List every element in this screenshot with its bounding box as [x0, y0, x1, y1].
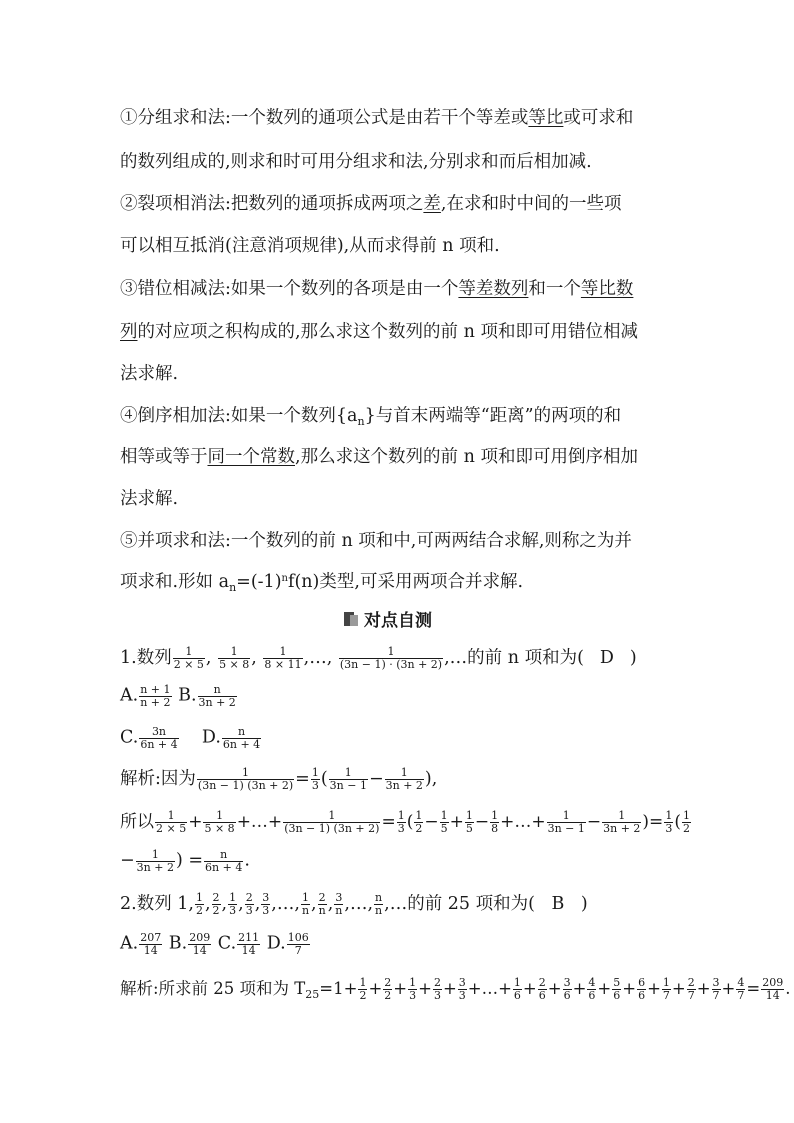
text: 相等或等于 [120, 447, 208, 467]
option-b: $\frac{209}{14}$ [189, 931, 211, 957]
fraction: $\frac{1}{3}$ [397, 809, 405, 835]
text: ③错位相减法:如果一个数列的各项是由一个 [120, 279, 459, 299]
text: ,那么求这个数列的前 n 项和即可用倒序相加 [295, 447, 638, 467]
method-4-line-2 [120, 443, 638, 468]
fraction: $\frac{1}{2 \times 5}$ [156, 809, 187, 835]
method-3-line-1 [120, 275, 633, 300]
fraction: $\frac{1}{5}$ [440, 809, 448, 835]
fraction: $\frac{1}{3}$ [665, 809, 673, 835]
text: 的对应项之积构成的,那么求这个数列的前 n 项和即可用错位相减 [137, 322, 638, 342]
fraction: $\frac{1}{3n + 2}$ [603, 809, 641, 835]
fraction: $\frac{1}{3n + 2}$ [385, 766, 423, 792]
fraction: $\frac{1}{3}$ [409, 976, 417, 1002]
q1-solution-3: − $\frac{1}{3n + 2}$ ) = $\frac{n}{6n + 4}$ . [120, 848, 250, 874]
fraction: $\frac{1}{3}$ [229, 891, 237, 917]
section-marker-icon [344, 612, 358, 626]
text: 或可求和 [563, 108, 634, 128]
q2-stem: 2.数列 1, $\frac{1}{2}$ , $\frac{2}{2}$ , $\frac{1}{3}$ , $\frac{2}{3}$ , $\frac{3}{3}$ ,…, $\frac{1}{n}$ , $\frac{2}{n}$ , $\frac{3}{n}$ ,…, $\frac{n}{n}$ ,…的前 25 项和为( B ) [120, 891, 588, 917]
text: 和一个 [528, 279, 581, 299]
option-b: $\frac{n}{3n + 2}$ [198, 683, 236, 709]
text: }与首末两端等“距离”的两项的和 [364, 406, 622, 426]
method-3-line-3: 法求解. [120, 364, 179, 384]
section-title [344, 606, 432, 631]
fraction: $\frac{2}{7}$ [687, 976, 695, 1002]
method-4-line-3: 法求解. [120, 489, 179, 509]
answer: B [551, 894, 565, 914]
q2-options: A. $\frac{207}{14}$ B. $\frac{209}{14}$ C. $\frac{211}{14}$ D. $\frac{106}{7}$ [120, 931, 309, 957]
fraction: $\frac{2}{2}$ [212, 891, 220, 917]
method-5-line-1: ⑤并项求和法:一个数列的前 n 项和中,可两两结合求解,则称之为并 [120, 531, 632, 551]
fraction: $\frac{1}{2 \times 5}$ [173, 645, 204, 671]
underlined-term: 差 [423, 194, 441, 214]
method-5-line-2 [120, 568, 523, 594]
text: ②裂项相消法:把数列的通项拆成两项之 [120, 194, 424, 214]
text: =(-1) [236, 572, 282, 592]
method-1-line-2: 的数列组成的,则求和时可用分组求和法,分别求和而后相加减. [120, 152, 592, 172]
subscript: n [229, 581, 237, 594]
fraction: $\frac{1}{6}$ [513, 976, 521, 1002]
fraction: $\frac{3}{3}$ [262, 891, 270, 917]
fraction: $\frac{1}{8 \times 11}$ [264, 645, 302, 671]
fraction: $\frac{4}{6}$ [588, 976, 596, 1002]
fraction: $\frac{1}{3}$ [311, 766, 319, 792]
fraction: $\frac{2}{3}$ [245, 891, 253, 917]
text: 1.数列 [120, 648, 172, 668]
fraction: $\frac{n}{6n + 4}$ [205, 848, 243, 874]
q1-solution-2: 所以 $\frac{1}{2 \times 5}$ + $\frac{1}{5 \times 8}$ +…+ $\frac{1}{(3n - 1) (3n + 2)}$ = $\frac{1}{3}$ ( $\frac{1}{2}$ − $\frac{1}{5}$ + $\frac{1}{5}$ − $\frac{1}{8}$ +…+ $\frac{1}{3n - 1}$ − $\frac{1}{3n + 2}$ )= $\frac{1}{3}$ ( $\frac{1}{2}$ [120, 809, 690, 835]
fraction: $\frac{2}{3}$ [433, 976, 441, 1002]
text: ) [629, 648, 637, 668]
text: f(n)类型,可采用两项合并求解. [287, 572, 524, 592]
fraction: $\frac{1}{3n + 2}$ [136, 848, 174, 874]
q1-stem: 1.数列 $\frac{1}{2 \times 5}$ , $\frac{1}{5 \times 8}$ , $\frac{1}{8 \times 11}$ ,…, $\frac{1}{(3n - 1) \cdot (3n + 2)}$ ,…的前 n 项和为( D ) [120, 645, 637, 671]
method-4-line-1 [120, 402, 621, 428]
fraction: $\frac{3}{6}$ [563, 976, 571, 1002]
fraction: $\frac{1}{3n - 1}$ [547, 809, 585, 835]
fraction: $\frac{1}{(3n - 1) (3n + 2)}$ [197, 766, 294, 792]
underlined-term: 列 [120, 322, 138, 342]
fraction: $\frac{4}{7}$ [737, 976, 745, 1002]
option-a: $\frac{n + 1}{n + 2}$ [140, 683, 171, 709]
fraction: $\frac{1}{2}$ [415, 809, 423, 835]
q2-sequence: $\frac{1}{2}$ , $\frac{2}{2}$ , $\frac{1}{3}$ , $\frac{2}{3}$ , $\frac{3}{3}$ ,…, $\frac{1}{n}$ , $\frac{2}{n}$ , $\frac{3}{n}$ ,…, $\frac{n}{n}$ [195, 891, 383, 917]
fraction: $\frac{1}{8}$ [491, 809, 499, 835]
method-2-line-1 [120, 190, 621, 215]
q2-sum-terms: $\frac{1}{2}$ + $\frac{2}{2}$ + $\frac{1}{3}$ + $\frac{2}{3}$ + $\frac{3}{3}$ +…+ $\frac{1}{6}$ + $\frac{2}{6}$ + $\frac{3}{6}$ + $\frac{4}{6}$ + $\frac{5}{6}$ + $\frac{6}{6}$ + $\frac{1}{7}$ + $\frac{2}{7}$ + $\frac{3}{7}$ + $\frac{4}{7}$ [359, 976, 745, 1002]
option-d: $\frac{106}{7}$ [287, 931, 309, 957]
fraction: $\frac{1}{7}$ [662, 976, 670, 1002]
text: ,…的前 n 项和为( [444, 648, 584, 668]
answer: D [599, 648, 614, 668]
q1-options-ab: A. $\frac{n + 1}{n + 2}$ B. $\frac{n}{3n + 2}$ [120, 683, 236, 709]
underlined-term: 等差数列 [458, 279, 529, 299]
fraction: $\frac{3}{7}$ [712, 976, 720, 1002]
fraction: $\frac{3}{3}$ [458, 976, 466, 1002]
text: ,在求和时中间的一些项 [440, 194, 622, 214]
subscript: n [357, 415, 365, 428]
fraction: $\frac{2}{2}$ [384, 976, 392, 1002]
q1-options-cd: C. $\frac{3n}{6n + 4}$ D. $\frac{n}{6n + 4}$ [120, 725, 261, 751]
fraction: $\frac{2}{n}$ [318, 891, 326, 917]
method-3-line-2 [120, 318, 638, 343]
underlined-term: 等比 [528, 108, 564, 128]
fraction: $\frac{1}{(3n - 1) (3n + 2)}$ [284, 809, 380, 835]
fraction: $\frac{1}{5}$ [465, 809, 473, 835]
fraction: $\frac{5}{6}$ [613, 976, 621, 1002]
method-1-line-1 [120, 104, 633, 129]
option-d: $\frac{n}{6n + 4}$ [222, 725, 261, 751]
underlined-term: 等比数 [580, 279, 634, 299]
text: ①分组求和法:一个数列的通项公式是由若干个等差或 [120, 108, 529, 128]
text: ④倒序相加法:如果一个数列{a [120, 406, 358, 426]
q1-solution-1: 解析:因为 $\frac{1}{(3n - 1) (3n + 2)}$ = $\frac{1}{3}$ ( $\frac{1}{3n - 1}$ − $\frac{1}{3n + 2}$ ), [120, 766, 438, 792]
fraction: $\frac{6}{6}$ [638, 976, 646, 1002]
q2-solution: 解析:所求前 25 项和为 $T_{25}=1+$ $\frac{1}{2}$ + $\frac{2}{2}$ + $\frac{1}{3}$ + $\frac{2}{3}$ + $\frac{3}{3}$ +…+ $\frac{1}{6}$ + $\frac{2}{6}$ + $\frac{3}{6}$ + $\frac{4}{6}$ + $\frac{5}{6}$ + $\frac{6}{6}$ + $\frac{1}{7}$ + $\frac{2}{7}$ + $\frac{3}{7}$ + $\frac{4}{7}$ = $\frac{209}{14}$ . [120, 976, 791, 1002]
text: 项求和.形如 a [120, 572, 230, 592]
fraction: $\frac{n}{n}$ [375, 891, 383, 917]
option-c: $\frac{211}{14}$ [238, 931, 260, 957]
fraction: $\frac{1}{(3n - 1) \cdot (3n + 2)}$ [339, 645, 443, 671]
fraction: $\frac{1}{5 \times 8}$ [204, 809, 235, 835]
option-c: $\frac{3n}{6n + 4}$ [140, 725, 178, 751]
superscript: n [281, 573, 288, 584]
fraction: $\frac{1}{2}$ [195, 891, 203, 917]
method-2-line-2: 可以相互抵消(注意消项规律),从而求得前 n 项和. [120, 236, 500, 256]
option-a: $\frac{207}{14}$ [140, 931, 162, 957]
text: ,…, [303, 648, 333, 668]
fraction: $\frac{1}{5 \times 8}$ [219, 645, 250, 671]
fraction: $\frac{1}{n}$ [301, 891, 310, 917]
fraction: $\frac{1}{2}$ [359, 976, 367, 1002]
underlined-term: 同一个常数 [207, 447, 295, 467]
fraction: $\frac{209}{14}$ [762, 976, 784, 1002]
fraction: $\frac{1}{3n - 1}$ [329, 766, 367, 792]
section-title-text: 对点自测 [364, 611, 432, 631]
fraction: $\frac{2}{6}$ [538, 976, 546, 1002]
fraction: $\frac{3}{n}$ [335, 891, 343, 917]
fraction: $\frac{1}{2}$ [682, 809, 690, 835]
